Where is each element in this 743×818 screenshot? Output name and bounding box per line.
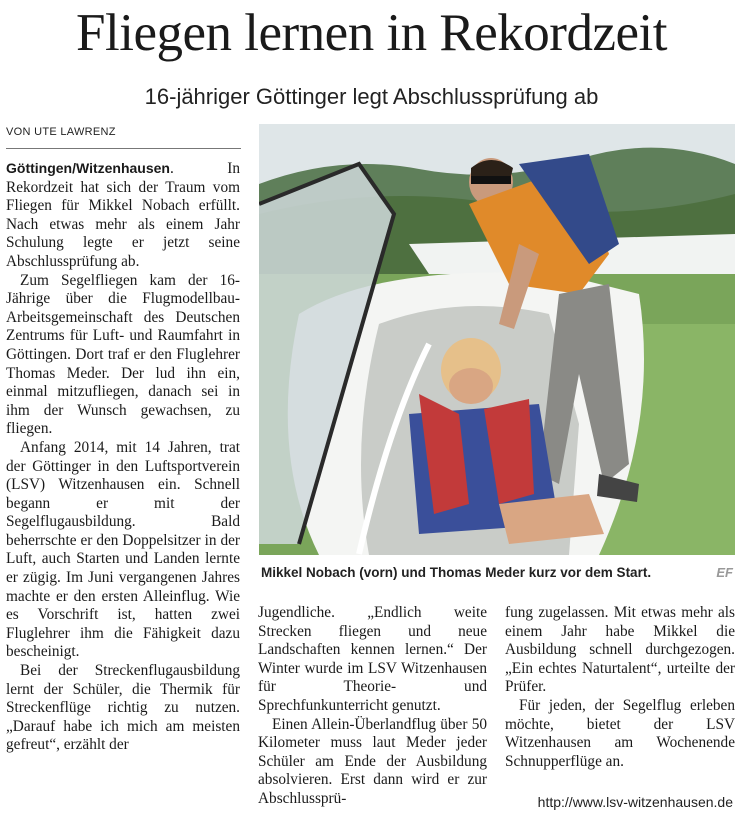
- paragraph: fung zugelassen. Mit etwas mehr als einem Jahr habe Mikkel die Ausbildung schnell durchgezogen. „Ein echtes Naturtalent“, urteilte der Prüfer.: [505, 604, 735, 696]
- author-byline: VON UTE LAWRENZ: [6, 126, 116, 138]
- website-link[interactable]: http://www.lsv-witzenhausen.de: [537, 794, 733, 810]
- paragraph: Bei der Streckenflugausbildung lernt der Schüler, die Thermik für Streckenflüge richtig zu nutzen. „Darauf habe ich mich am meisten gefreut“, erzählt der: [6, 662, 240, 754]
- dateline: Göttingen/Witzenhausen: [6, 160, 170, 176]
- paragraph: Anfang 2014, mit 14 Jahren, trat der Göttinger in den Luftsportverein (LSV) Witzenhausen ein. Schnell begann er mit der Segelflugausbildung. Bald beherrschte er den Doppelsitzer in der Luft, auch Starten und Landen lernte er zügig. Im Juni vergangenen Jahres machte er den ersten Alleinflug. Wie es Vorschrift ist, hatten zwei Fluglehrer ihm die Fähigkeit dazu bescheinigt.: [6, 438, 240, 661]
- byline-divider: [6, 148, 241, 149]
- article-column-2: [258, 604, 487, 809]
- photo-credit: EF: [716, 565, 733, 580]
- paragraph: Für jeden, der Segelflug erleben möchte, bietet der LSV Witzenhausen am Wochenende Schnupperflüge an.: [505, 696, 735, 770]
- headline: Fliegen lernen in Rekordzeit: [76, 4, 667, 62]
- article-photo: [259, 124, 735, 555]
- paragraph: Einen Allein-Überlandflug über 50 Kilometer muss laut Meder jeder Schüler am Ende der Ausbildung absolvieren. Erst dann wird er zur Abschlussprü-: [258, 715, 487, 807]
- paragraph: Jugendliche. „Endlich weite Strecken fliegen und neue Landschaften kennen lernen.“ Der Winter wurde im LSV Witzenhausen für Theorie- und Sprechfunkunterricht genutzt.: [258, 604, 487, 714]
- caption-text: Mikkel Nobach (vorn) und Thomas Meder kurz vor dem Start.: [261, 565, 652, 580]
- paragraph: [6, 159, 240, 272]
- paragraph: Zum Segelfliegen kam der 16-Jährige über die Flugmodellbau-Arbeitsgemeinschaft des Deutschen Zentrums für Luft- und Raumfahrt in Göttingen. Dort traf er den Fluglehrer Thomas Meder. Der lud ihn ein, einmal mitzufliegen, danach sei in ihm der Wunsch gewachsen, zu fliegen.: [6, 271, 240, 438]
- article-column-3: [505, 604, 735, 771]
- paragraph-text: . In Rekordzeit hat sich der Traum vom Fliegen für Mikkel Nobach erfüllt. Nach etwas mehr als einem Jahr Schulung legte er jetzt seine Abschlussprüfung ab.: [6, 160, 240, 270]
- article-column-1: [6, 159, 240, 755]
- photo-caption: [259, 565, 735, 585]
- subheadline: 16-jähriger Göttinger legt Abschlussprüfung ab: [144, 84, 599, 109]
